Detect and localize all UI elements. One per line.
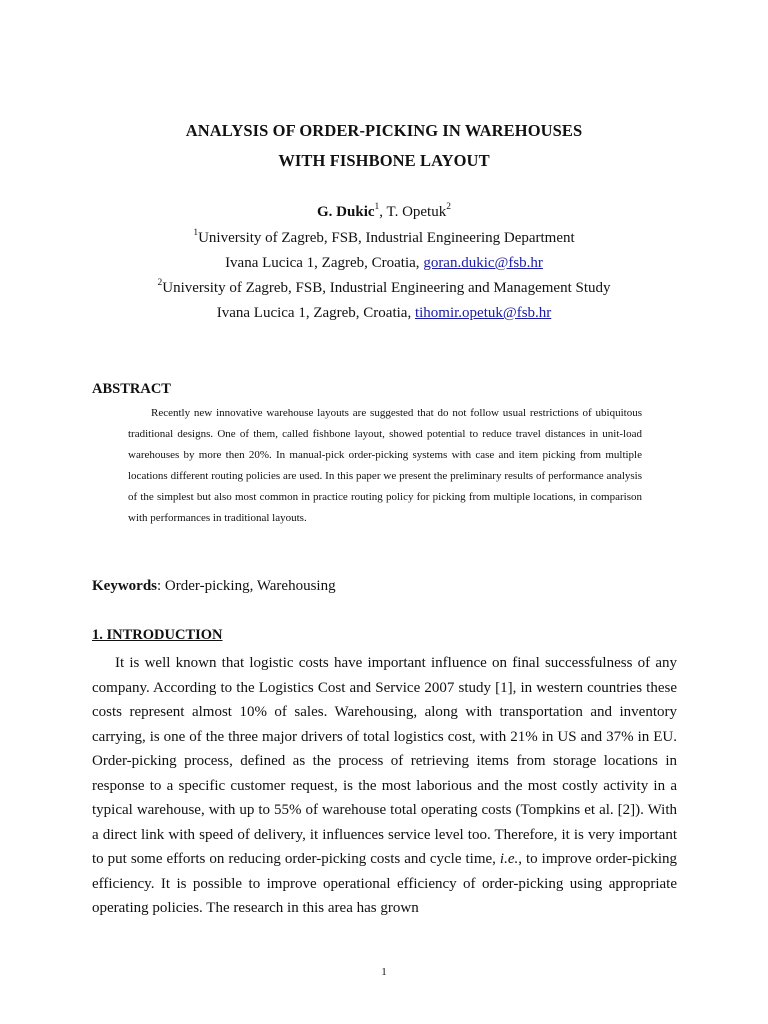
affiliation-1 xyxy=(0,230,768,247)
introduction-body xyxy=(92,651,677,921)
author-1-sup: 1 xyxy=(374,202,380,212)
keywords-line xyxy=(92,578,336,595)
abstract-text: Recently new innovative warehouse layouts are suggested that do not follow usual restrictions of ubiquitous traditional designs. One of them, called fishbone layout, showed potential to reduce travel distances in unit-load warehouses by more then 20%. In manual-pick order-picking systems with case and item picking from multiple locations different routing policies are used. In this paper we present the preliminary results of performance analysis of the simplest but also most common in practice routing policy for picking from multiple locations, in comparison with performances in traditional layouts. xyxy=(128,407,642,524)
affiliation-1-address: Ivana Lucica 1, Zagreb, Croatia, xyxy=(225,255,424,271)
introduction-paragraph xyxy=(92,651,677,921)
introduction-text-part-1: It is well known that logistic costs have important influence on final successfulness of any company. According to the Logistics Cost and Service 2007 study [1], in western countries these costs represent almost 10% of sales. Warehousing, along with transportation and inventory carrying, is one of the three major drivers of total logistics cost, with 21% in US and 37% in EU. Order-picking process, defined as the process of retrieving items from storage locations in response to a specific customer request, is the most laborious and the most costly activity in a typical warehouse, with up to 55% of warehouse total operating costs (Tompkins et al. [2]). With a direct link with speed of delivery, it influences service level too. Therefore, it is very important to put some efforts on reducing order-picking costs and cycle time, xyxy=(92,655,677,867)
paper-title-line-2: WITH FISHBONE LAYOUT xyxy=(278,151,490,170)
affiliation-2-institution: University of Zagreb, FSB, Industrial Engineering and Management Study xyxy=(162,280,611,296)
keywords-label: Keywords xyxy=(92,578,157,594)
affiliation-1-address-line xyxy=(0,255,768,272)
affiliation-2 xyxy=(0,280,768,297)
keywords-value: : Order-picking, Warehousing xyxy=(157,578,336,594)
introduction-heading: 1. INTRODUCTION xyxy=(92,627,223,643)
author-2-sup: 2 xyxy=(446,202,451,212)
affiliation-1-sup: 1 xyxy=(193,228,199,238)
affiliation-2-address-line xyxy=(0,305,768,322)
author-1-name: G. Dukic xyxy=(317,204,375,220)
abstract-heading: ABSTRACT xyxy=(92,381,171,397)
affiliation-1-email-link[interactable]: goran.dukic@fsb.hr xyxy=(423,255,543,271)
affiliation-1-institution: University of Zagreb, FSB, Industrial Engineering Department xyxy=(198,230,575,246)
affiliation-2-sup: 2 xyxy=(157,278,163,288)
abstract-body xyxy=(128,403,642,529)
paper-title-line-1: ANALYSIS OF ORDER-PICKING IN WAREHOUSES xyxy=(185,121,583,140)
author-2-name: T. Opetuk xyxy=(386,204,447,220)
affiliation-2-email-link[interactable]: tihomir.opetuk@fsb.hr xyxy=(414,305,552,321)
affiliation-2-address: Ivana Lucica 1, Zagreb, Croatia, xyxy=(216,305,415,321)
introduction-text-part-2: , to improve order-picking efficiency. It is possible to improve operational efficiency of order-picking using appropriate operating policies. The research in this area has grown xyxy=(92,851,677,916)
page-number: 1 xyxy=(381,966,387,978)
author-separator: , xyxy=(379,204,387,220)
introduction-italic-ie: i.e. xyxy=(499,851,519,867)
author-line xyxy=(0,204,768,221)
